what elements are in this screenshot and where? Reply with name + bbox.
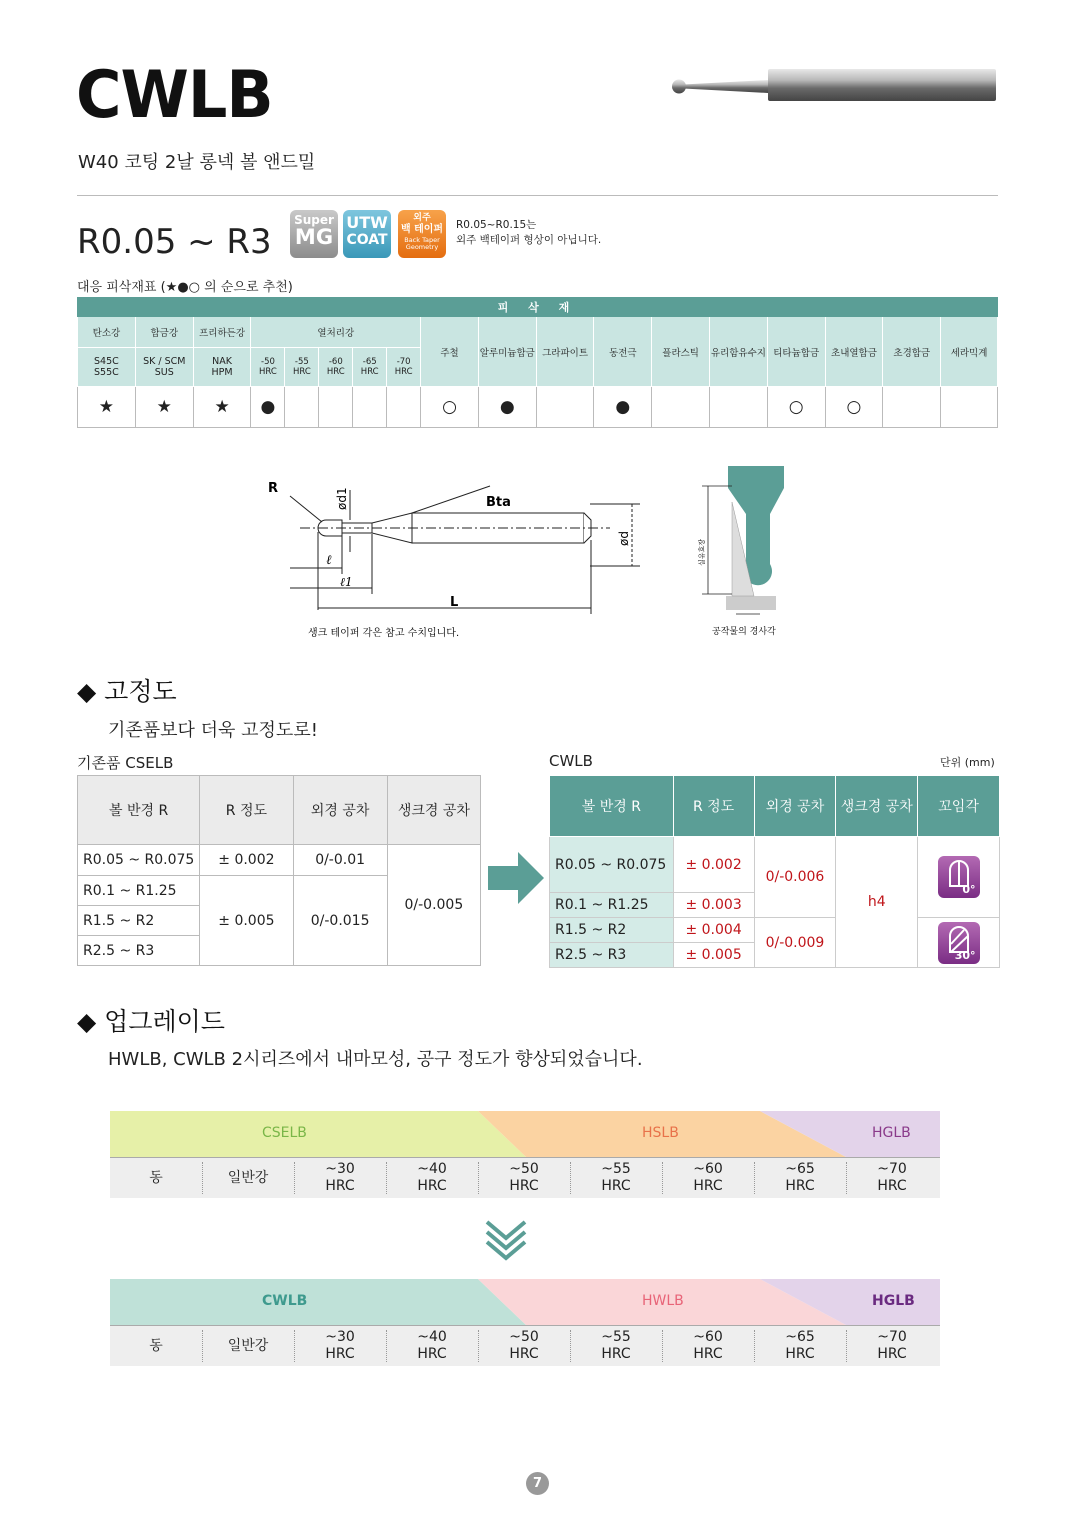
label-d1: ød1 [335,487,349,510]
new-shank-cell: h4 [836,837,918,968]
lineup-before-bands [110,1111,940,1157]
before-seg1-label: CSELB [262,1125,307,1141]
carbon-grades: S45C S55C [78,348,136,387]
hardness-cell: ~70 HRC [877,1329,907,1362]
before-seg3-label: HGLB [872,1125,911,1141]
mark-cell [941,387,998,428]
col-ceramic: 세라믹계 [941,317,998,387]
new-accuracy-cell: ± 0.002 [673,837,754,893]
col-alloy-steel: 합금강 [135,317,193,348]
new-product-label: CWLB [549,752,593,770]
label-r: R [268,481,279,496]
back-taper-note: R0.05~R0.15는 외주 백테이퍼 형상이 아닙니다. [456,219,602,246]
precision-subtitle: 기존품보다 더욱 고정도로! [108,720,318,741]
helix-30-cell: 30° [918,918,1000,968]
hardness-cell: 일반강 [227,1337,269,1354]
new-precision-table [549,775,1000,968]
before-hardness-row [110,1157,940,1198]
upgrade-subtitle: HWLB, CWLB 2시리즈에서 내마모성, 공구 정도가 향상되었습니다. [108,1049,643,1070]
precision-title: ◆ 고정도 [77,677,177,706]
mark-cell: ○ [767,387,825,428]
old-radius-cell: R0.05 ~ R0.075 [78,845,200,876]
super-mg-badge: Super MG [290,210,338,258]
hardness-cell: ~65 HRC [785,1161,815,1194]
new-header-r-accuracy: R 정도 [673,776,754,837]
mark-cell [652,387,710,428]
new-radius-cell: R1.5 ~ R2 [550,918,674,943]
product-title: CWLB [76,56,273,133]
old-header-shank-tolerance: 생크경 공차 [387,776,480,845]
label-d: ød [617,531,631,546]
material-table [77,297,998,428]
new-accuracy-cell: ± 0.003 [673,893,754,918]
unit-label: 단위 (mm) [940,756,995,769]
mark-cell: ★ [78,387,136,428]
chevron-down-icon [484,1218,528,1262]
col-carbon-steel: 탄소강 [78,317,136,348]
old-radius-cell: R2.5 ~ R3 [78,936,200,966]
hardness-cell: ~70 HRC [877,1161,907,1194]
old-header-od-tolerance: 외경 공차 [293,776,387,845]
old-od-cell: 0/-0.015 [293,876,387,966]
col-superalloy: 초내열합금 [825,317,883,387]
new-radius-cell: R0.1 ~ R1.25 [550,893,674,918]
new-od-cell: 0/-0.009 [754,918,836,968]
old-radius-cell: R0.1 ~ R1.25 [78,876,200,906]
mark-cell: ● [251,387,285,428]
material-header: 피 삭 재 [78,298,998,317]
after-seg1-label: CWLB [262,1293,308,1309]
hardness-cell: ~55 HRC [601,1329,631,1362]
col-prehardened-steel: 프리하든강 [193,317,251,348]
hardness-cell: ~55 HRC [601,1161,631,1194]
col-heat-treated-steel: 열처리강 [251,317,421,348]
hrc-55: -55 HRC [285,348,319,387]
hardness-cell: ~60 HRC [693,1329,723,1362]
hrc-50: -50 HRC [251,348,285,387]
slope-angle-drawing [692,462,802,642]
old-od-cell: 0/-0.01 [293,845,387,876]
mark-cell: ★ [193,387,251,428]
col-cast-iron: 주철 [421,317,479,387]
col-titanium: 티타늄합금 [767,317,825,387]
helix-0-cell: 0° [918,837,1000,918]
new-accuracy-cell: ± 0.004 [673,918,754,943]
hardness-cell: 일반강 [227,1169,269,1186]
drawing-caption: 생크 테이퍼 각은 참고 수치입니다. [308,628,460,639]
col-copper-electrode: 동전극 [594,317,652,387]
tool-dimension-drawing [260,470,650,650]
hardness-cell: ~40 HRC [417,1329,447,1362]
label-bta: Bta [486,495,511,510]
new-od-cell: 0/-0.006 [754,837,836,918]
old-accuracy-cell: ± 0.002 [200,845,293,876]
hrc-65: -65 HRC [353,348,387,387]
hardness-cell: ~30 HRC [325,1161,355,1194]
col-aluminum: 알루미늄합금 [478,317,536,387]
back-taper-badge: 외주 백 테이퍼 Back Taper Geometry [398,210,446,258]
arrow-right-icon [488,852,546,904]
old-accuracy-cell: ± 0.005 [200,876,293,966]
new-header-radius: 볼 반경 R [550,776,674,837]
new-header-helix-angle: 꼬임각 [918,776,1000,837]
hardness-cell: 동 [149,1169,163,1186]
radius-range: R0.05 ~ R3 [77,222,272,262]
new-radius-cell: R0.05 ~ R0.075 [550,837,674,893]
old-product-label: 기존품 CSELB [77,754,174,772]
utw-coat-badge: UTW COAT [343,210,391,258]
mark-cell [353,387,387,428]
upgrade-title: ◆ 업그레이드 [77,1007,225,1036]
mark-cell [883,387,941,428]
col-graphite: 그라파이트 [536,317,594,387]
old-precision-table [77,775,481,966]
hardness-cell: ~50 HRC [509,1161,539,1194]
mark-cell [387,387,421,428]
after-hardness-row [110,1325,940,1366]
lineup-after-bands [110,1279,940,1325]
hardness-cell: ~50 HRC [509,1329,539,1362]
new-header-od-tolerance: 외경 공차 [754,776,836,837]
hardness-cell: ~60 HRC [693,1161,723,1194]
hrc-70: -70 HRC [387,348,421,387]
slope-caption: 공작물의 경사각 [712,627,776,637]
col-glass-resin: 유리함유수지 [710,317,768,387]
hardness-cell: ~30 HRC [325,1329,355,1362]
prehard-grades: NAK HPM [193,348,251,387]
tool-image [668,66,1000,106]
material-table-caption: 대응 피삭재표 (★●○ 의 순으로 추천) [77,280,293,295]
new-header-shank-tolerance: 생크경 공차 [836,776,918,837]
hardness-cell: 동 [149,1337,163,1354]
page-number: 7 [526,1472,549,1495]
effective-length-label: 실유효장 [698,538,706,566]
alloy-grades: SK / SCM SUS [135,348,193,387]
mark-cell [536,387,594,428]
mark-cell: ● [478,387,536,428]
hrc-60: -60 HRC [319,348,353,387]
new-accuracy-cell: ± 0.005 [673,943,754,968]
mark-cell [285,387,319,428]
mark-cell: ● [594,387,652,428]
hardness-cell: ~40 HRC [417,1161,447,1194]
mark-cell [710,387,768,428]
col-plastic: 플라스틱 [652,317,710,387]
mark-cell: ○ [421,387,479,428]
mark-cell: ○ [825,387,883,428]
after-seg2-label: HWLB [642,1293,684,1309]
lineup-after [110,1279,940,1365]
old-header-radius: 볼 반경 R [78,776,200,845]
old-header-r-accuracy: R 정도 [200,776,293,845]
mark-cell: ★ [135,387,193,428]
mark-cell [319,387,353,428]
old-radius-cell: R1.5 ~ R2 [78,906,200,936]
hardness-cell: ~65 HRC [785,1329,815,1362]
product-subtitle: W40 코팅 2날 롱넥 볼 앤드밀 [78,152,316,173]
old-shank-cell: 0/-0.005 [387,845,480,966]
before-seg2-label: HSLB [642,1125,679,1141]
label-l1: ℓ1 [340,575,353,589]
label-length: L [450,595,459,610]
header-divider [77,195,998,196]
lineup-before [110,1111,940,1197]
label-l: ℓ [326,553,332,568]
new-radius-cell: R2.5 ~ R3 [550,943,674,968]
after-seg3-label: HGLB [872,1293,915,1309]
col-carbide: 초경합금 [883,317,941,387]
